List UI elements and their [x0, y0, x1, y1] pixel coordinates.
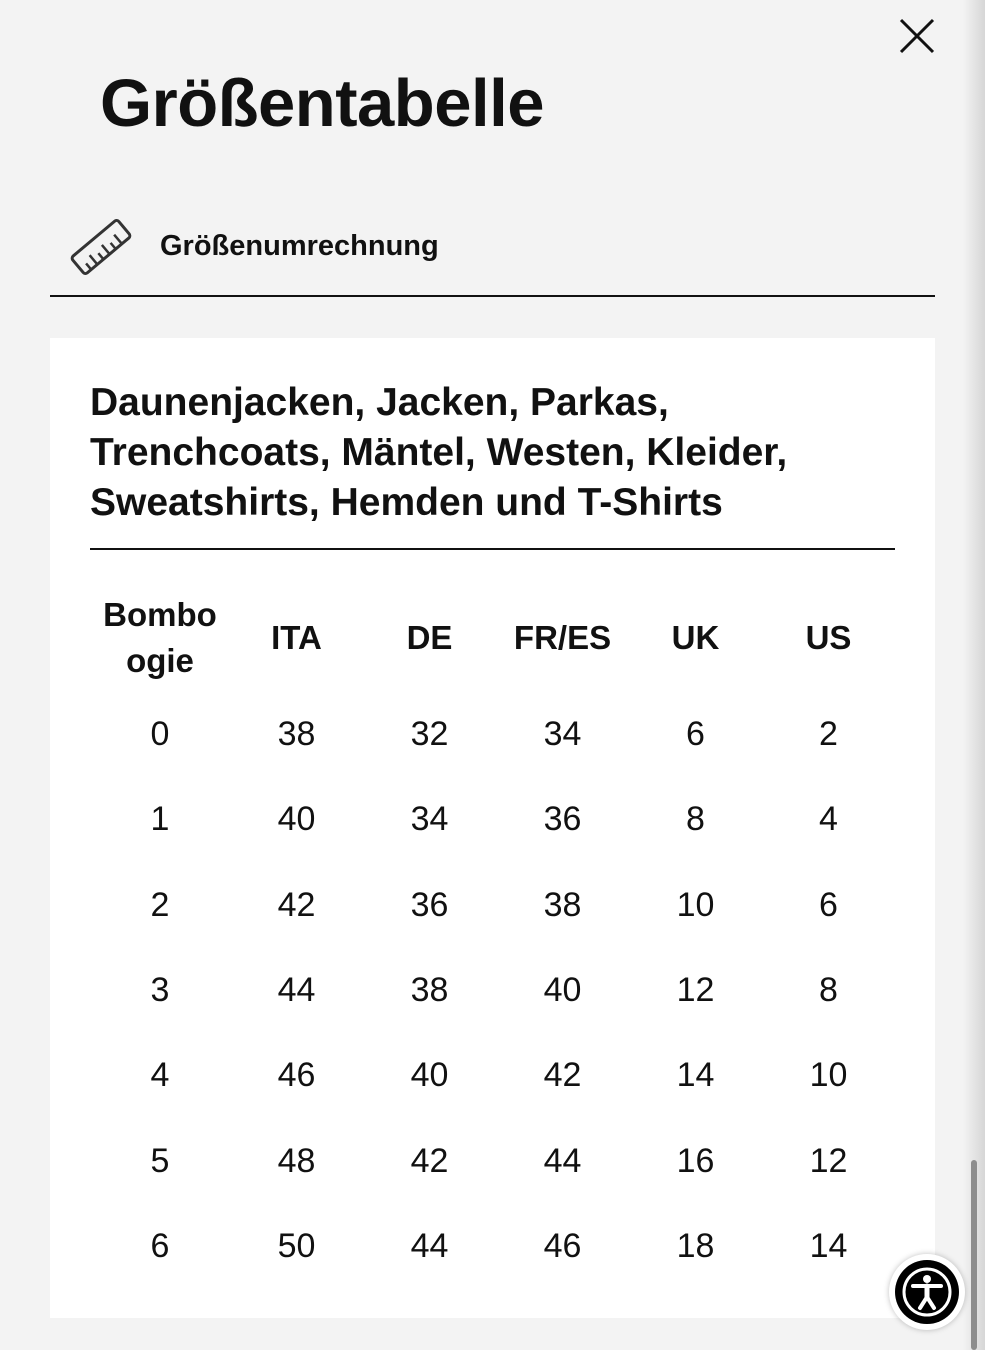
table-cell: 44 — [543, 1141, 582, 1180]
table-row — [90, 692, 895, 777]
table-row — [90, 777, 895, 862]
table-cell: 16 — [676, 1141, 715, 1180]
column-header: UK — [671, 619, 720, 656]
ruler-icon — [68, 214, 134, 280]
page-title: Größentabelle — [100, 66, 544, 141]
column-header: US — [805, 619, 852, 656]
table-cell: 0 — [150, 715, 170, 754]
table-cell: 38 — [543, 885, 582, 924]
page-scrollbar-track[interactable] — [963, 0, 985, 1350]
table-cell: 1 — [150, 800, 170, 839]
table-cell: 46 — [543, 1226, 582, 1265]
table-cell: 6 — [819, 885, 838, 924]
close-button[interactable] — [893, 12, 939, 58]
table-cell: 8 — [819, 971, 838, 1010]
table-cell: 10 — [676, 885, 715, 924]
table-cell: 42 — [410, 1141, 449, 1180]
table-cell: 14 — [676, 1056, 715, 1095]
table-cell: 6 — [686, 715, 705, 754]
table-cell: 40 — [277, 800, 316, 839]
table-cell: 44 — [277, 971, 316, 1010]
table-cell: 42 — [543, 1056, 582, 1095]
table-cell: 5 — [150, 1141, 170, 1180]
column-header: ITA — [271, 619, 322, 656]
table-cell: 40 — [410, 1056, 449, 1095]
table-cell: 42 — [277, 885, 316, 924]
table-cell: 12 — [809, 1141, 848, 1180]
table-cell: 36 — [543, 800, 582, 839]
table-cell: 32 — [410, 715, 449, 754]
column-header: DE — [406, 619, 453, 656]
size-conversion-label: Größenumrechnung — [160, 230, 439, 262]
table-cell: 34 — [543, 715, 582, 754]
table-cell: 2 — [150, 885, 170, 924]
column-header: FR/ES — [513, 619, 612, 656]
table-cell: 44 — [410, 1226, 449, 1265]
table-cell: 2 — [819, 715, 838, 754]
accessibility-icon — [895, 1260, 959, 1324]
table-cell: 18 — [676, 1226, 715, 1265]
table-cell: 6 — [150, 1226, 170, 1265]
table-cell: 38 — [277, 715, 316, 754]
scrollbar-thumb[interactable] — [971, 1160, 977, 1350]
table-cell: 34 — [410, 800, 449, 839]
size-table — [90, 584, 895, 1289]
table-header-row — [90, 584, 895, 692]
column-header: Bombo ogie — [103, 596, 217, 679]
close-icon — [893, 12, 939, 58]
table-cell: 4 — [819, 800, 838, 839]
table-row — [90, 1033, 895, 1118]
table-row — [90, 1204, 895, 1289]
table-cell: 14 — [809, 1226, 848, 1265]
table-cell: 46 — [277, 1056, 316, 1095]
table-row — [90, 948, 895, 1033]
table-row — [90, 1118, 895, 1203]
table-cell: 12 — [676, 971, 715, 1010]
table-cell: 38 — [410, 971, 449, 1010]
table-cell: 10 — [809, 1056, 848, 1095]
table-cell: 8 — [686, 800, 705, 839]
size-chart-card — [50, 338, 935, 1318]
table-cell: 36 — [410, 885, 449, 924]
table-cell: 4 — [150, 1056, 170, 1095]
table-cell: 48 — [277, 1141, 316, 1180]
accessibility-icon-background — [895, 1260, 959, 1324]
table-row — [90, 863, 895, 948]
table-cell: 50 — [277, 1226, 316, 1265]
accessibility-button[interactable] — [889, 1254, 965, 1330]
table-cell: 3 — [150, 971, 170, 1010]
size-conversion-link[interactable] — [50, 200, 935, 297]
size-chart-heading: Daunenjacken, Jacken, Parkas, Trenchcoats, Mäntel, Westen, Kleider, Sweatshirts, Hemden und T-Shirts — [90, 378, 895, 550]
table-cell: 40 — [543, 971, 582, 1010]
